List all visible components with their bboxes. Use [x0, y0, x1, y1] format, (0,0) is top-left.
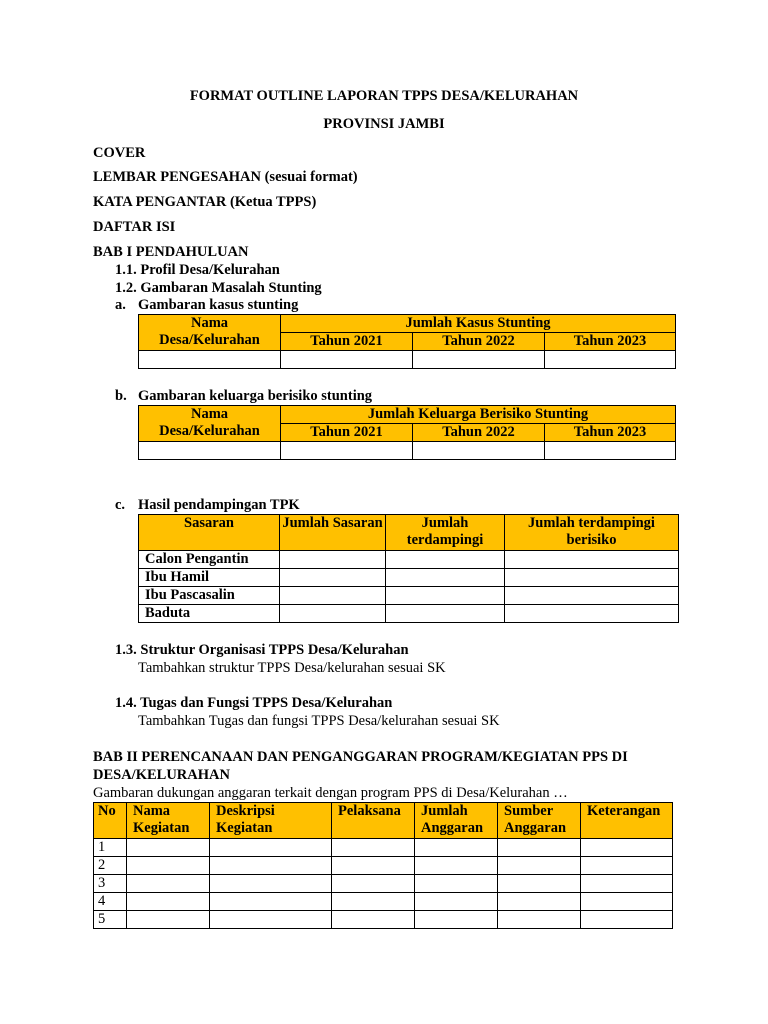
table-row: [139, 442, 676, 460]
bab2-heading-line2: DESA/KELURAHAN: [93, 767, 230, 783]
table-row: [139, 551, 679, 569]
document-title: FORMAT OUTLINE LAPORAN TPPS DESA/KELURAHAN: [189, 88, 579, 104]
table-cell[interactable]: [139, 442, 281, 460]
table-row: [139, 569, 679, 587]
table-cell[interactable]: [332, 839, 415, 857]
table-cell[interactable]: [498, 911, 581, 929]
table-row: [139, 605, 679, 623]
row-number: 4: [94, 893, 127, 911]
item-a-label: Gambaran kasus stunting: [138, 297, 299, 313]
table-row: [94, 857, 673, 875]
table-header-terdampingi-berisiko: Jumlah terdampingi berisiko: [505, 515, 679, 551]
table-cell[interactable]: [280, 587, 386, 605]
section-1-4-note: Tambahkan Tugas dan fungsi TPPS Desa/kelurahan sesuai SK: [138, 713, 500, 729]
table-cell[interactable]: [505, 551, 679, 569]
table-cell[interactable]: [127, 893, 210, 911]
table-cell[interactable]: [386, 551, 505, 569]
item-b-label: Gambaran keluarga berisiko stunting: [138, 388, 373, 404]
table-row: [139, 351, 676, 369]
table-header-year: Tahun 2022: [413, 424, 545, 442]
table-cell[interactable]: [386, 587, 505, 605]
table-cell[interactable]: [386, 569, 505, 587]
table-header-year: Tahun 2021: [281, 424, 413, 442]
table-header-nama: Nama Desa/Kelurahan: [139, 315, 281, 351]
table-header-no: No: [94, 803, 127, 839]
table-row: [94, 875, 673, 893]
kata-pengantar-heading: KATA PENGANTAR (Ketua TPPS): [93, 194, 317, 210]
item-c-label: Hasil pendampingan TPK: [138, 497, 300, 513]
table-cell[interactable]: [581, 893, 673, 911]
bab1-heading: BAB I PENDAHULUAN: [93, 244, 249, 260]
table-cell[interactable]: [210, 857, 332, 875]
table-cell[interactable]: [545, 351, 676, 369]
table-header-year: Tahun 2021: [281, 333, 413, 351]
table-cell[interactable]: [127, 875, 210, 893]
table-header-jumlah-anggaran: Jumlah Anggaran: [415, 803, 498, 839]
table-header-nama-kegiatan: Nama Kegiatan: [127, 803, 210, 839]
table-cell[interactable]: [415, 893, 498, 911]
table-cell[interactable]: [545, 442, 676, 460]
table-cell[interactable]: [498, 857, 581, 875]
table-cell[interactable]: [210, 911, 332, 929]
table-header-pelaksana: Pelaksana: [332, 803, 415, 839]
bab2-intro: Gambaran dukungan anggaran terkait dengan program PPS di Desa/Kelurahan …: [93, 785, 568, 801]
pengesahan-heading: LEMBAR PENGESAHAN (sesuai format): [93, 169, 358, 185]
table-header-year: Tahun 2023: [545, 333, 676, 351]
daftar-isi-heading: DAFTAR ISI: [93, 219, 176, 235]
table-cell[interactable]: [281, 351, 413, 369]
table-cell[interactable]: [413, 351, 545, 369]
section-1-4: 1.4. Tugas dan Fungsi TPPS Desa/Kelurahan: [115, 695, 393, 711]
table-anggaran: [93, 802, 673, 929]
bab2-heading-line1: BAB II PERENCANAAN DAN PENGANGGARAN PROGRAM/KEGIATAN PPS DI: [93, 749, 628, 765]
row-number: 1: [94, 839, 127, 857]
table-header-nama: Nama Desa/Kelurahan: [139, 406, 281, 442]
table-cell[interactable]: [127, 857, 210, 875]
table-row: [94, 911, 673, 929]
row-label: Ibu Pascasalin: [139, 587, 280, 605]
table-cell[interactable]: [139, 351, 281, 369]
table-cell[interactable]: [280, 569, 386, 587]
table-cell[interactable]: [581, 875, 673, 893]
table-header-sumber-anggaran: Sumber Anggaran: [498, 803, 581, 839]
row-number: 3: [94, 875, 127, 893]
section-1-3-note: Tambahkan struktur TPPS Desa/kelurahan sesuai SK: [138, 660, 446, 676]
table-cell[interactable]: [498, 893, 581, 911]
table-header-group: Jumlah Kasus Stunting: [281, 315, 676, 333]
table-cell[interactable]: [210, 893, 332, 911]
section-1-2: 1.2. Gambaran Masalah Stunting: [115, 280, 322, 296]
table-cell[interactable]: [332, 911, 415, 929]
table-cell[interactable]: [210, 839, 332, 857]
item-b-marker: b.: [115, 388, 127, 404]
table-cell[interactable]: [210, 875, 332, 893]
item-a-marker: a.: [115, 297, 126, 313]
table-cell[interactable]: [415, 875, 498, 893]
row-label: Baduta: [139, 605, 280, 623]
table-cell[interactable]: [415, 911, 498, 929]
table-row: [139, 587, 679, 605]
table-cell[interactable]: [505, 605, 679, 623]
table-cell[interactable]: [281, 442, 413, 460]
table-header-sasaran: Sasaran: [139, 515, 280, 551]
table-header-jumlah-sasaran: Jumlah Sasaran: [280, 515, 386, 551]
table-cell[interactable]: [505, 587, 679, 605]
document-subtitle: PROVINSI JAMBI: [323, 116, 445, 132]
table-cell[interactable]: [332, 893, 415, 911]
table-cell[interactable]: [332, 857, 415, 875]
row-label: Ibu Hamil: [139, 569, 280, 587]
table-cell[interactable]: [127, 911, 210, 929]
table-header-deskripsi: Deskripsi Kegiatan: [210, 803, 332, 839]
table-cell[interactable]: [332, 875, 415, 893]
item-c-marker: c.: [115, 497, 126, 513]
table-cell[interactable]: [581, 857, 673, 875]
table-kasus-stunting: [138, 314, 676, 369]
table-pendampingan-tpk: [138, 514, 679, 623]
table-cell[interactable]: [280, 551, 386, 569]
table-cell[interactable]: [498, 839, 581, 857]
row-label: Calon Pengantin: [139, 551, 280, 569]
table-cell[interactable]: [415, 857, 498, 875]
section-1-1: 1.1. Profil Desa/Kelurahan: [115, 262, 280, 278]
table-header-keterangan: Keterangan: [581, 803, 673, 839]
table-cell[interactable]: [386, 605, 505, 623]
table-cell[interactable]: [505, 569, 679, 587]
cover-heading: COVER: [93, 145, 146, 161]
table-row: [94, 893, 673, 911]
table-cell[interactable]: [581, 839, 673, 857]
row-number: 5: [94, 911, 127, 929]
table-cell[interactable]: [127, 839, 210, 857]
table-cell[interactable]: [415, 839, 498, 857]
table-header-group: Jumlah Keluarga Berisiko Stunting: [281, 406, 676, 424]
table-cell[interactable]: [413, 442, 545, 460]
table-row: [94, 839, 673, 857]
table-cell[interactable]: [280, 605, 386, 623]
table-cell[interactable]: [498, 875, 581, 893]
section-1-3: 1.3. Struktur Organisasi TPPS Desa/Kelurahan: [115, 642, 409, 658]
table-cell[interactable]: [581, 911, 673, 929]
table-header-year: Tahun 2022: [413, 333, 545, 351]
table-header-jumlah-terdampingi: Jumlah terdampingi: [386, 515, 505, 551]
row-number: 2: [94, 857, 127, 875]
table-keluarga-berisiko: [138, 405, 676, 460]
table-header-year: Tahun 2023: [545, 424, 676, 442]
